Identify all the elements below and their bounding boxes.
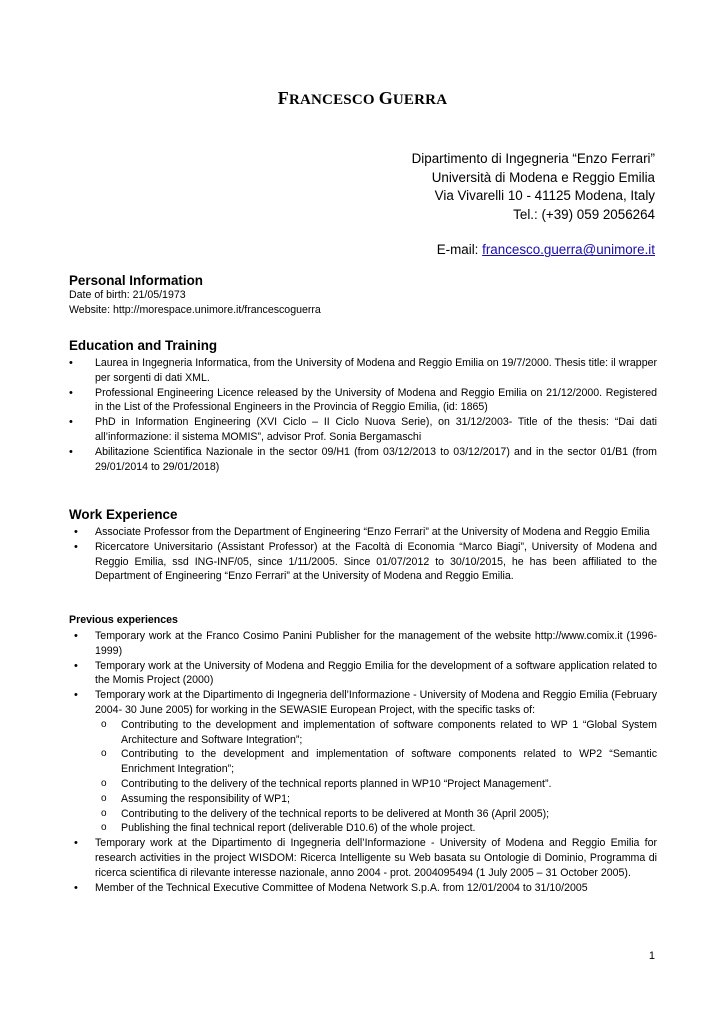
- list-item-text: Temporary work at the Dipartimento di Ingegneria dell’Informazione - University of Modena and Reggio Emilia (February 2004- 30 June 2005) for working in the SEWASIE European Project, with the specific tasks of:: [95, 689, 657, 716]
- list-item: • Abilitazione Scientifica Nazionale in the sector 09/H1 (from 03/12/2013 to 03/12/2017) and in the sector 01/B1 (from 29/01/2014 to 29/01/2018): [69, 445, 657, 475]
- list-item: • Ricercatore Universitario (Assistant Professor) at the Facoltà di Economia “Marco Biagi”, University of Modena and Reggio Emilia, ssd ING-INF/05, since 1/11/2005. Since 01/07/2012 to 30/10/2015, he has been affiliated to the Department of Engineering “Enzo Ferrari” at the University of Modena and Reggio Emilia.: [69, 540, 657, 584]
- sub-list-item: o Contributing to the development and implementation of software components related to WP 1 “Global System Architecture and Software Integration”;: [95, 718, 657, 748]
- sub-list-item: o Contributing to the delivery of the technical reports planned in WP10 “Project Management”.: [95, 777, 657, 792]
- education-section: [69, 338, 657, 474]
- sub-list: [95, 718, 657, 836]
- work-list: [69, 525, 657, 584]
- sub-list-item: o Contributing to the delivery of the technical reports to be delivered at Month 36 (April 2005);: [95, 807, 657, 822]
- address-street: Via Vivarelli 10 - 41125 Modena, Italy: [434, 188, 655, 204]
- date-of-birth: Date of birth: 21/05/1973: [69, 289, 186, 301]
- list-item: • Member of the Technical Executive Committee of Modena Network S.p.A. from 12/01/2004 to 31/10/2005: [69, 881, 657, 896]
- sub-list-item: o Publishing the final technical report (deliverable D10.6) of the whole project.: [95, 821, 657, 836]
- list-item: • Temporary work at the Dipartimento di Ingegneria dell’Informazione - University of Modena and Reggio Emilia for research activities in the project WISDOM: Ricerca Intelligente su Web basata su Ontologie di Dominio, Programma di ricerca scientifica di rilevante interesse nazionale, anno 2004 - prot. 2004095494 (1 July 2005 – 31 October 2005).: [69, 836, 657, 880]
- sub-list-item: o Contributing to the development and implementation of software components related to WP2 “Semantic Enrichment Integration”;: [95, 747, 657, 777]
- sub-list-item: o Assuming the responsibility of WP1;: [95, 792, 657, 807]
- email-link[interactable]: francesco.guerra@unimore.it: [482, 242, 655, 258]
- page-number: 1: [648, 950, 655, 962]
- list-item: • PhD in Information Engineering (XVI Ciclo – II Ciclo Nuova Serie), on 31/12/2003- Title of the thesis: “Dai dati all’informazione: il sistema MOMIS”, advisor Prof. Sonia Bergamaschi: [69, 415, 657, 445]
- previous-list: [69, 629, 657, 895]
- address-department: Dipartimento di Ingegneria “Enzo Ferrari”: [411, 151, 655, 166]
- list-item: • Associate Professor from the Department of Engineering “Enzo Ferrari” at the University of Modena and Reggio Emilia: [69, 525, 657, 540]
- address-block: [412, 150, 655, 260]
- education-heading: Education and Training: [69, 338, 218, 353]
- list-item: [69, 688, 657, 836]
- list-item: • Laurea in Ingegneria Informatica, from the University of Modena and Reggio Emilia on 19/7/2000. Thesis title: il wrapper per sorgenti di dati XML.: [69, 356, 657, 386]
- document-title: FRANCESCO GUERRA: [277, 88, 448, 108]
- work-experience-heading: Work Experience: [69, 507, 178, 522]
- list-item: • Temporary work at the University of Modena and Reggio Emilia for the development of a software application related to the Momis Project (2000): [69, 659, 657, 689]
- email-line: [412, 241, 655, 260]
- address-phone: Tel.: (+39) 059 2056264: [513, 206, 655, 222]
- email-label: E-mail:: [436, 242, 483, 258]
- previous-experiences-section: [69, 614, 657, 895]
- education-list: [69, 356, 657, 474]
- personal-information-section: [69, 273, 657, 318]
- personal-information-heading: Personal Information: [69, 273, 203, 288]
- address-university: Università di Modena e Reggio Emilia: [431, 169, 655, 185]
- work-experience-section: [69, 507, 657, 584]
- website-line: Website: http://morespace.unimore.it/francescoguerra: [69, 303, 321, 316]
- list-item: • Professional Engineering Licence released by the University of Modena and Reggio Emilia on 21/12/2000. Registered in the List of the Professional Engineers in the Provincia of Reggio Emilia, (id: 1865): [69, 386, 657, 416]
- list-item: • Temporary work at the Franco Cosimo Panini Publisher for the management of the website http://www.comix.it (1996-1999): [69, 629, 657, 659]
- previous-experiences-heading: Previous experiences: [69, 614, 178, 626]
